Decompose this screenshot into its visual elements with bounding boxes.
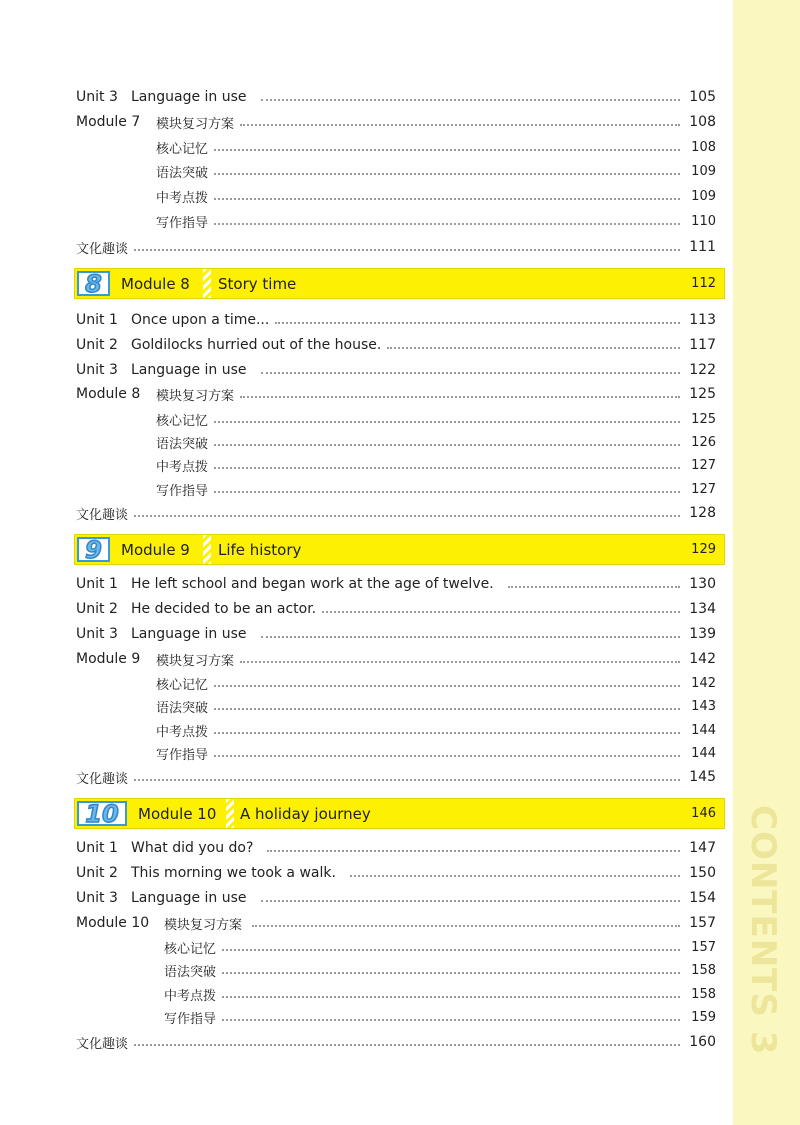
entry-label: Unit 2: [76, 337, 118, 353]
entry-page: 109: [691, 163, 716, 179]
toc-entry-m9-grammar[interactable]: [76, 695, 716, 717]
entry-label: Unit 2: [76, 601, 118, 617]
entry-label: Unit 3: [76, 890, 118, 906]
entry-title: 核心记忆: [156, 413, 209, 429]
leader-dots: [350, 875, 680, 877]
toc-entry-m7-grammar[interactable]: [76, 160, 716, 182]
leader-dots: [261, 636, 680, 638]
entry-title: 语法突破: [164, 964, 217, 980]
entry-page: 130: [689, 576, 716, 592]
module-10-banner[interactable]: [74, 798, 725, 829]
toc-entry-m8-grammar[interactable]: [76, 431, 716, 453]
entry-title: Language in use: [131, 89, 247, 105]
leader-dots: [214, 467, 680, 469]
entry-label: Unit 3: [76, 362, 118, 378]
toc-entry-m8-exam[interactable]: [76, 454, 716, 476]
toc-entry-m9-culture[interactable]: [76, 766, 716, 788]
leader-dots: [222, 949, 680, 951]
entry-label: Unit 1: [76, 576, 118, 592]
toc-entry-m7-writing[interactable]: [76, 210, 716, 232]
toc-entry-m8-core[interactable]: [76, 408, 716, 430]
entry-title: He decided to be an actor.: [131, 601, 317, 617]
leader-dots: [214, 685, 680, 687]
toc-entry-m10-writing[interactable]: [76, 1006, 716, 1028]
toc-entry-m9-unit3[interactable]: [76, 623, 716, 645]
module-page: 146: [691, 806, 716, 821]
toc-entry-m7-exam[interactable]: [76, 185, 716, 207]
toc-entry-m10-unit3[interactable]: [76, 887, 716, 909]
leader-dots: [214, 198, 680, 200]
entry-page: 127: [691, 481, 716, 497]
entry-page: 139: [689, 626, 716, 642]
leader-dots: [261, 372, 680, 374]
banner-notch: [226, 799, 234, 828]
toc-entry-m9-writing[interactable]: [76, 742, 716, 764]
leader-dots: [252, 925, 680, 927]
entry-page: 111: [689, 239, 716, 255]
toc-entry-m8-culture[interactable]: [76, 502, 716, 524]
entry-title: 中考点拨: [164, 988, 217, 1004]
entry-page: 125: [691, 411, 716, 427]
entry-page: 144: [691, 745, 716, 761]
module-number-badge: 8: [77, 271, 110, 296]
entry-page: 157: [691, 939, 716, 955]
entry-title: 核心记忆: [156, 141, 209, 157]
entry-page: 122: [689, 362, 716, 378]
entry-page: 145: [689, 769, 716, 785]
leader-dots: [214, 491, 680, 493]
entry-page: 143: [691, 698, 716, 714]
entry-title: 文化趣谈: [76, 1036, 129, 1052]
entry-title: Language in use: [131, 890, 247, 906]
entry-page: 109: [691, 188, 716, 204]
entry-page: 160: [689, 1034, 716, 1050]
entry-title: What did you do?: [131, 840, 254, 856]
entry-label: Module 9: [76, 651, 141, 667]
toc-entry-m9-review[interactable]: [76, 648, 716, 670]
entry-page: 110: [691, 213, 716, 229]
entry-title: Once upon a time...: [131, 312, 270, 328]
toc-entry-m8-writing[interactable]: [76, 478, 716, 500]
leader-dots: [261, 900, 680, 902]
entry-label: Module 10: [76, 915, 150, 931]
banner-notch: [203, 535, 211, 564]
toc-entry-m7-unit3[interactable]: [76, 86, 716, 108]
entry-title: 模块复习方案: [156, 388, 235, 404]
leader-dots: [214, 755, 680, 757]
toc-entry-m8-unit3[interactable]: [76, 359, 716, 381]
entry-title: This morning we took a walk.: [131, 865, 336, 881]
entry-title: 模块复习方案: [156, 116, 235, 132]
leader-dots: [240, 661, 680, 663]
leader-dots: [267, 850, 680, 852]
entry-page: 154: [689, 890, 716, 906]
toc-entry-m10-grammar[interactable]: [76, 959, 716, 981]
leader-dots: [275, 322, 680, 324]
entry-page: 142: [691, 675, 716, 691]
entry-title: 中考点拨: [156, 190, 209, 206]
leader-dots: [214, 149, 680, 151]
toc-entry-m7-core[interactable]: [76, 136, 716, 158]
entry-title: 语法突破: [156, 165, 209, 181]
toc-entry-m10-review[interactable]: [76, 912, 716, 934]
entry-title: 写作指导: [156, 747, 209, 763]
toc-entry-m10-culture[interactable]: [76, 1031, 716, 1053]
toc-entry-m10-unit1[interactable]: [76, 837, 716, 859]
module-title: Life history: [218, 540, 302, 559]
entry-page: 126: [691, 434, 716, 450]
entry-title: 模块复习方案: [156, 653, 235, 669]
toc-entry-m9-exam[interactable]: [76, 719, 716, 741]
module-label: Module 8: [121, 274, 190, 293]
entry-title: 语法突破: [156, 700, 209, 716]
entry-page: 105: [689, 89, 716, 105]
entry-title: 核心记忆: [156, 677, 209, 693]
toc-entry-m9-core[interactable]: [76, 672, 716, 694]
leader-dots: [261, 99, 680, 101]
entry-page: 113: [689, 312, 716, 328]
entry-title: 模块复习方案: [164, 917, 243, 933]
entry-label: Unit 3: [76, 89, 118, 105]
entry-title: He left school and began work at the age of twelve.: [131, 576, 494, 592]
entry-page: 158: [691, 986, 716, 1002]
leader-dots: [322, 611, 680, 613]
entry-title: 写作指导: [164, 1011, 217, 1027]
module-number-badge: 10: [77, 801, 127, 826]
entry-page: 127: [691, 457, 716, 473]
entry-title: 中考点拨: [156, 459, 209, 475]
entry-title: 核心记忆: [164, 941, 217, 957]
entry-page: 158: [691, 962, 716, 978]
entry-title: 中考点拨: [156, 724, 209, 740]
leader-dots: [134, 249, 680, 251]
leader-dots: [508, 586, 680, 588]
leader-dots: [134, 515, 680, 517]
leader-dots: [134, 779, 680, 781]
toc-entry-m7-culture[interactable]: [76, 236, 716, 258]
leader-dots: [222, 996, 680, 998]
entry-page: 128: [689, 505, 716, 521]
entry-page: 144: [691, 722, 716, 738]
toc-entry-m8-review[interactable]: [76, 383, 716, 405]
entry-page: 142: [689, 651, 716, 667]
toc-entry-m9-unit2[interactable]: [76, 598, 716, 620]
entry-title: 写作指导: [156, 215, 209, 231]
entry-label: Unit 2: [76, 865, 118, 881]
module-label: Module 9: [121, 540, 190, 559]
leader-dots: [222, 972, 680, 974]
entry-label: Module 8: [76, 386, 141, 402]
leader-dots: [214, 444, 680, 446]
entry-page: 157: [689, 915, 716, 931]
entry-label: Module 7: [76, 114, 141, 130]
toc-entry-m10-unit2[interactable]: [76, 862, 716, 884]
entry-page: 117: [689, 337, 716, 353]
entry-title: Goldilocks hurried out of the house.: [131, 337, 382, 353]
toc-entry-m10-core[interactable]: [76, 936, 716, 958]
module-8-banner[interactable]: [74, 268, 725, 299]
leader-dots: [214, 173, 680, 175]
entry-title: Language in use: [131, 626, 247, 642]
entry-page: 108: [691, 139, 716, 155]
module-label: Module 10: [138, 804, 217, 823]
entry-title: 写作指导: [156, 483, 209, 499]
module-page: 112: [691, 276, 716, 291]
toc-entry-m8-unit2[interactable]: [76, 334, 716, 356]
leader-dots: [134, 1044, 680, 1046]
toc-entry-m9-unit1[interactable]: [76, 573, 716, 595]
leader-dots: [214, 223, 680, 225]
entry-page: 134: [689, 601, 716, 617]
entry-label: Unit 1: [76, 312, 118, 328]
leader-dots: [240, 124, 680, 126]
entry-title: 文化趣谈: [76, 507, 129, 523]
entry-label: Unit 1: [76, 840, 118, 856]
entry-page: 150: [689, 865, 716, 881]
module-page: 129: [691, 542, 716, 557]
toc-entry-m10-exam[interactable]: [76, 983, 716, 1005]
module-number-badge: 9: [77, 537, 110, 562]
module-9-banner[interactable]: [74, 534, 725, 565]
leader-dots: [387, 347, 680, 349]
entry-page: 108: [689, 114, 716, 130]
entry-label: Unit 3: [76, 626, 118, 642]
entry-page: 147: [689, 840, 716, 856]
entry-page: 159: [691, 1009, 716, 1025]
banner-notch: [203, 269, 211, 298]
toc-entry-m7-review[interactable]: [76, 111, 716, 133]
leader-dots: [214, 421, 680, 423]
entry-title: 语法突破: [156, 436, 209, 452]
entry-page: 125: [689, 386, 716, 402]
module-title: A holiday journey: [240, 804, 371, 823]
entry-title: 文化趣谈: [76, 241, 129, 257]
leader-dots: [214, 732, 680, 734]
leader-dots: [240, 396, 680, 398]
entry-title: 文化趣谈: [76, 771, 129, 787]
leader-dots: [222, 1019, 680, 1021]
contents-side-label: CONTENTS 3: [743, 804, 783, 1056]
toc-entry-m8-unit1[interactable]: [76, 309, 716, 331]
entry-title: Language in use: [131, 362, 247, 378]
leader-dots: [214, 708, 680, 710]
module-title: Story time: [218, 274, 297, 293]
